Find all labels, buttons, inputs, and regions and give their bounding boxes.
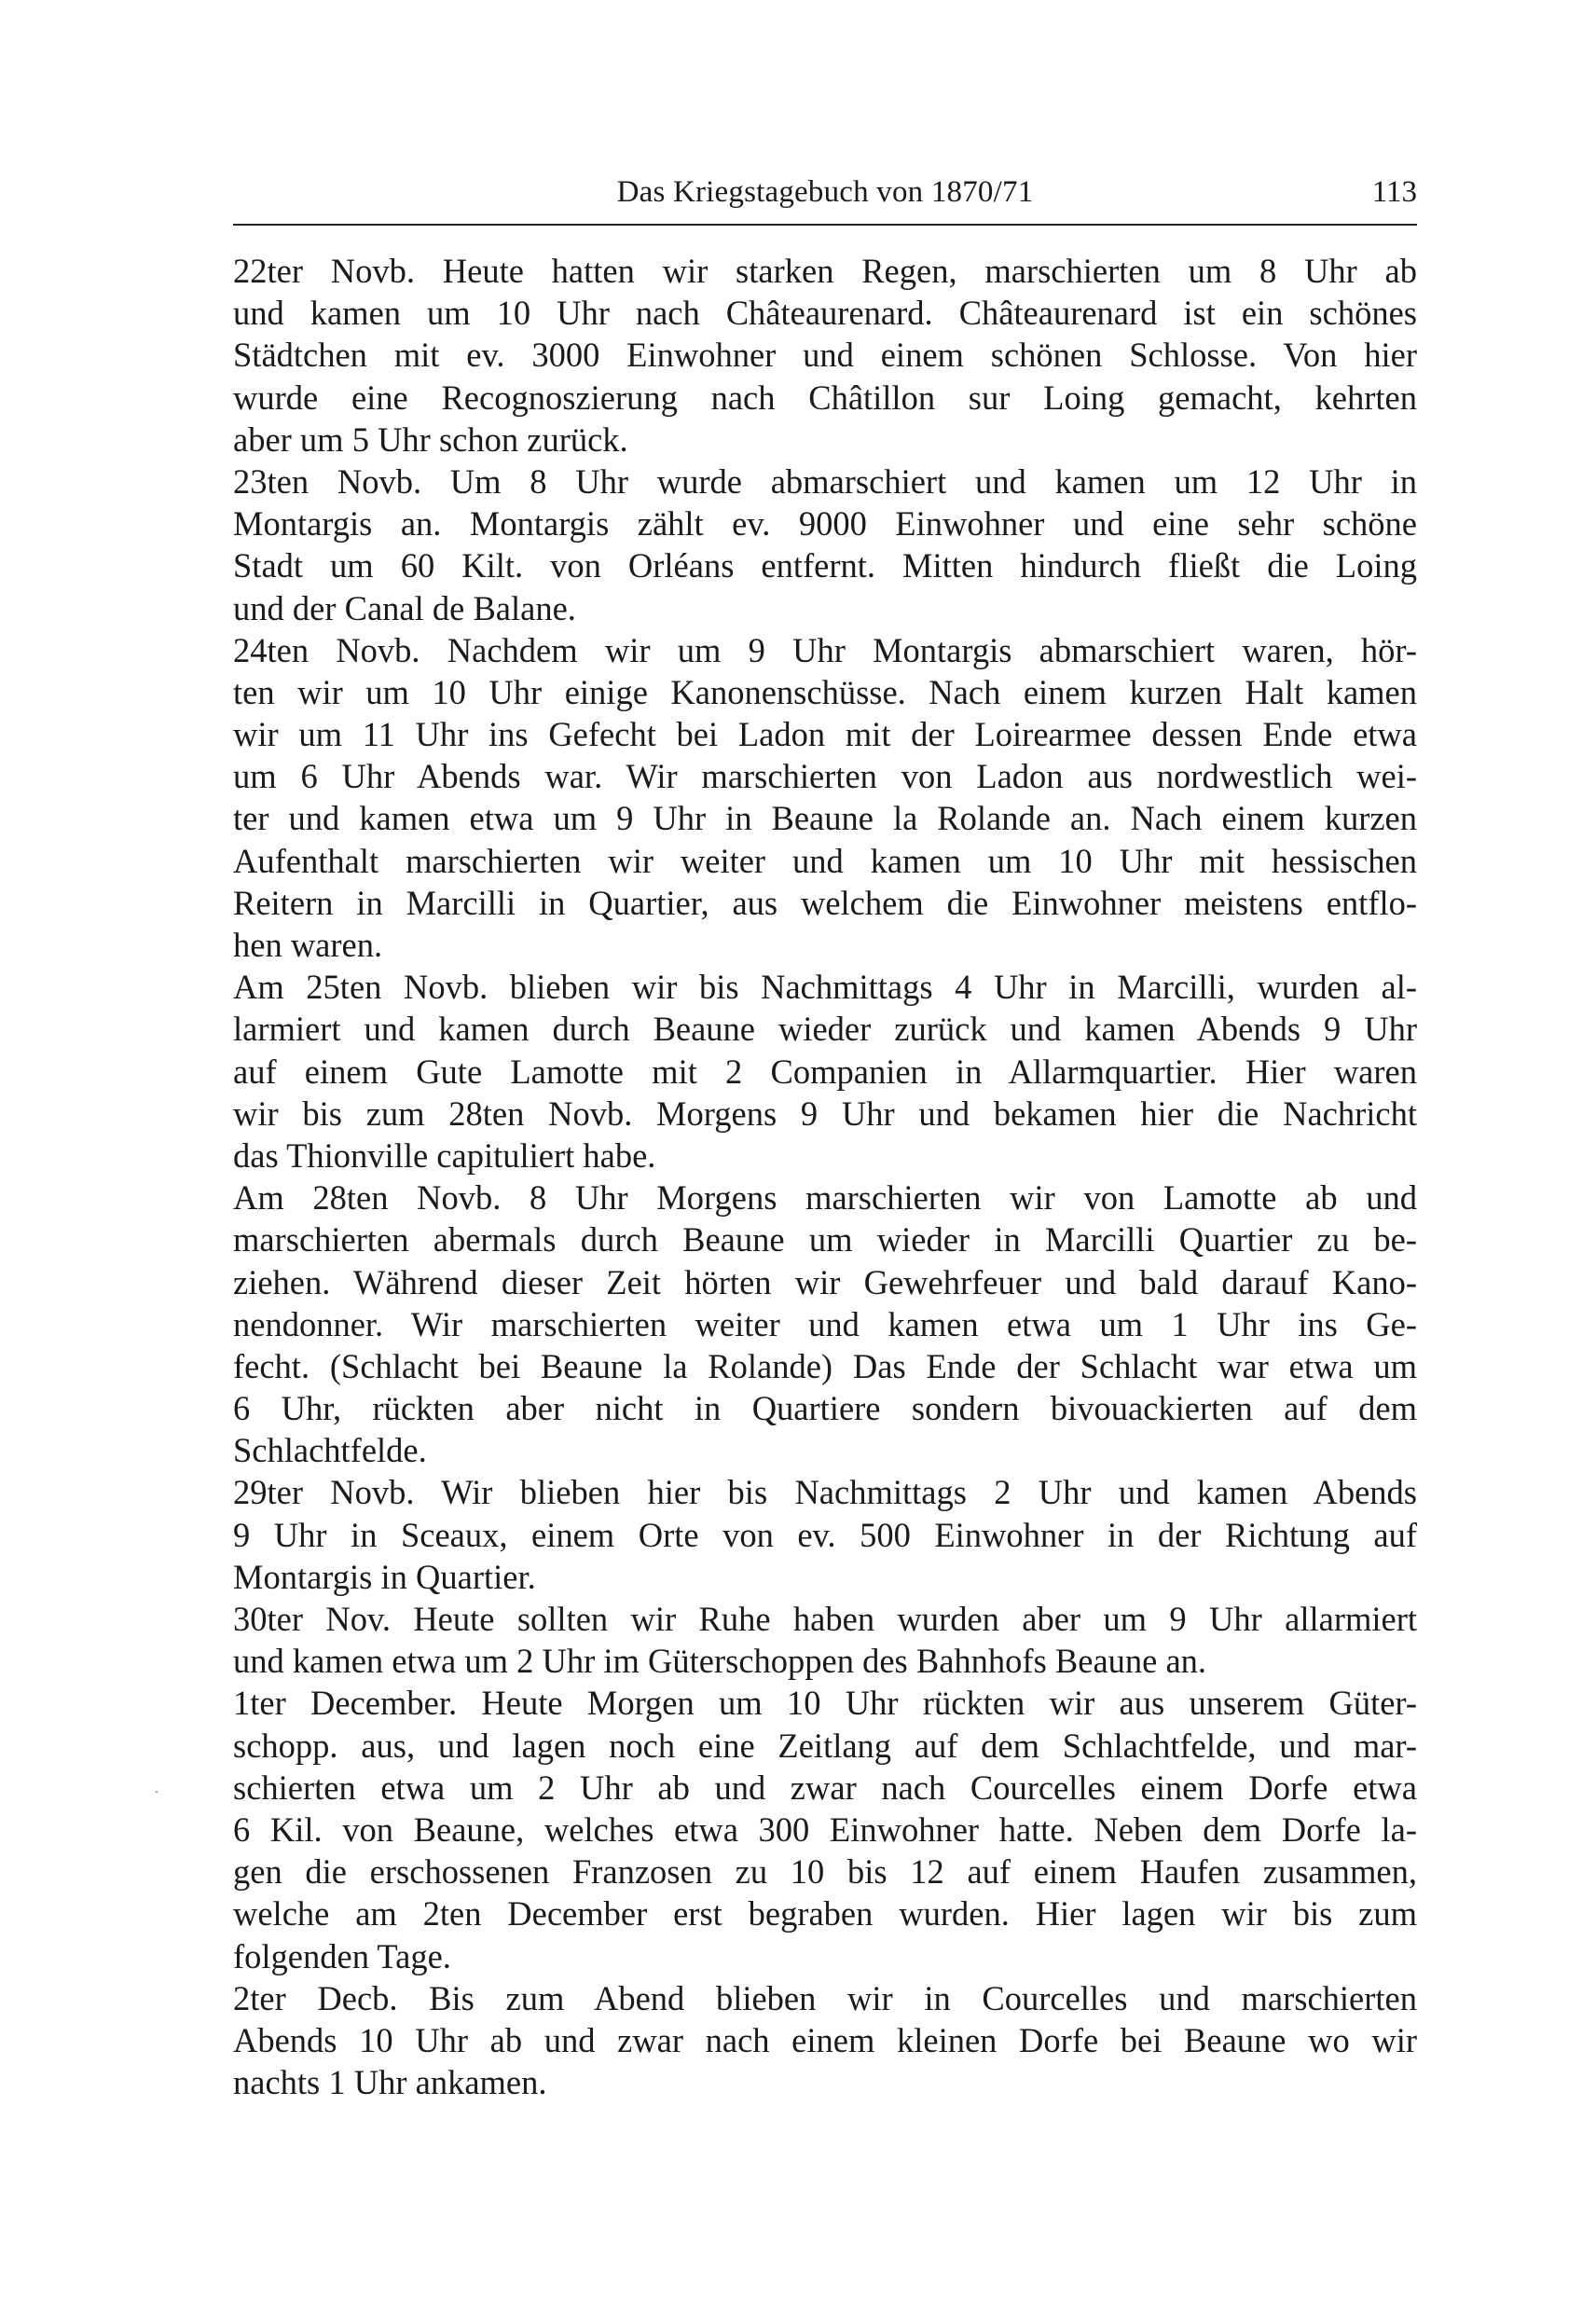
text-line: 6 Uhr, rückten aber nicht in Quartiere sondern bivouackierten auf dem [233,1389,1417,1428]
text-line: 1ter December. Heute Morgen um 10 Uhr rückten wir aus unserem Güter- [233,1684,1417,1723]
text-line: folgenden Tage. [233,1936,451,1975]
text-line: Am 25ten Novb. blieben wir bis Nachmittags 4 Uhr in Marcilli, wurden al- [233,968,1417,1007]
diary-entry-22-nov [233,250,1417,461]
text-line: 2ter Decb. Bis zum Abend blieben wir in Courcelles und marschierten [233,1978,1417,2017]
text-line: 24ten Novb. Nachdem wir um 9 Uhr Montargis abmarschiert waren, hör- [233,630,1417,669]
text-line: 6 Kil. von Beaune, welches etwa 300 Einwohner hatte. Neben dem Dorfe la- [233,1810,1417,1849]
running-head [233,164,1417,220]
diary-entry-29-nov [233,1471,1417,1598]
text-line: 22ter Novb. Heute hatten wir starken Regen, marschierten um 8 Uhr ab [233,252,1417,290]
text-line: ziehen. Während dieser Zeit hörten wir Gewehrfeuer und bald darauf Kano- [233,1262,1417,1301]
diary-entry-30-nov [233,1598,1417,1682]
header-rule [233,224,1417,226]
diary-entry-23-nov [233,461,1417,629]
text-line: larmiert und kamen durch Beaune wieder zurück und kamen Abends 9 Uhr [233,1010,1417,1049]
text-line: aber um 5 Uhr schon zurück. [233,420,628,459]
margin-speck: · [154,1782,159,1801]
text-line: wurde eine Recognoszierung nach Châtillon sur Loing gemacht, kehrten [233,378,1417,417]
text-line: und der Canal de Balane. [233,588,576,627]
text-line: 29ter Novb. Wir blieben hier bis Nachmittags 2 Uhr und kamen Abends [233,1473,1417,1512]
text-line: welche am 2ten December erst begraben wurden. Hier lagen wir bis zum [233,1894,1417,1934]
text-line: 9 Uhr in Sceaux, einem Orte von ev. 500 Einwohner in der Richtung auf [233,1515,1417,1554]
text-line: nendonner. Wir marschierten weiter und kamen etwa um 1 Uhr ins Ge- [233,1304,1417,1343]
text-line: wir bis zum 28ten Novb. Morgens 9 Uhr und bekamen hier die Nachricht [233,1094,1417,1133]
text-line: schopp. aus, und lagen noch eine Zeitlang auf dem Schlachtfelde, und mar- [233,1726,1417,1765]
text-line: Montargis in Quartier. [233,1557,536,1596]
diary-text [233,250,1417,2103]
text-line: auf einem Gute Lamotte mit 2 Companien in Allarmquartier. Hier waren [233,1052,1417,1091]
text-line: Reitern in Marcilli in Quartier, aus welchem die Einwohner meistens entflo- [233,883,1417,922]
text-line: ten wir um 10 Uhr einige Kanonenschüsse. Nach einem kurzen Halt kamen [233,672,1417,711]
text-line: hen waren. [233,926,383,964]
diary-entry-1-dec [233,1682,1417,1976]
text-line: 30ter Nov. Heute sollten wir Ruhe haben wurden aber um 9 Uhr allarmiert [233,1600,1417,1638]
text-line: fecht. (Schlacht bei Beaune la Rolande) Das Ende der Schlacht war etwa um [233,1346,1417,1385]
text-line: Aufenthalt marschierten wir weiter und kamen um 10 Uhr mit hessischen [233,841,1417,880]
text-line: gen die erschossenen Franzosen zu 10 bis 12 auf einem Haufen zusammen, [233,1852,1417,1892]
text-line: Schlachtfelde. [233,1431,427,1470]
diary-entry-28-nov [233,1177,1417,1471]
text-line: um 6 Uhr Abends war. Wir marschierten von Ladon aus nordwestlich wei- [233,757,1417,796]
text-line: und kamen etwa um 2 Uhr im Güterschoppen des Bahnhofs Beaune an. [233,1642,1207,1681]
diary-entry-25-nov [233,966,1417,1177]
text-line: nachts 1 Uhr ankamen. [233,2063,547,2102]
text-line: Städtchen mit ev. 3000 Einwohner und einem schönen Schlosse. Von hier [233,336,1417,375]
text-line: das Thionville capituliert habe. [233,1135,656,1175]
page-number: 113 [1371,175,1417,209]
text-line: Montargis an. Montargis zählt ev. 9000 Einwohner und eine sehr schöne [233,504,1417,544]
text-line: marschierten abermals durch Beaune um wieder in Marcilli Quartier zu be- [233,1220,1417,1259]
text-line: Am 28ten Novb. 8 Uhr Morgens marschierten wir von Lamotte ab und [233,1178,1417,1218]
text-line: und kamen um 10 Uhr nach Châteaurenard. Châteaurenard ist ein schönes [233,294,1417,333]
text-line: ter und kamen etwa um 9 Uhr in Beaune la Rolande an. Nach einem kurzen [233,799,1417,838]
diary-entry-24-nov [233,629,1417,967]
text-line: schierten etwa um 2 Uhr ab und zwar nach Courcelles einem Dorfe etwa [233,1768,1417,1807]
running-title: Das Kriegstagebuch von 1870/71 [616,175,1034,209]
text-line: Abends 10 Uhr ab und zwar nach einem kleinen Dorfe bei Beaune wo wir [233,2020,1417,2059]
diary-entry-2-dec [233,1977,1417,2104]
text-line: wir um 11 Uhr ins Gefecht bei Ladon mit der Loirearmee dessen Ende etwa [233,715,1417,754]
text-line: Stadt um 60 Kilt. von Orléans entfernt. Mitten hindurch fließt die Loing [233,546,1417,585]
text-line: 23ten Novb. Um 8 Uhr wurde abmarschiert und kamen um 12 Uhr in [233,461,1417,501]
